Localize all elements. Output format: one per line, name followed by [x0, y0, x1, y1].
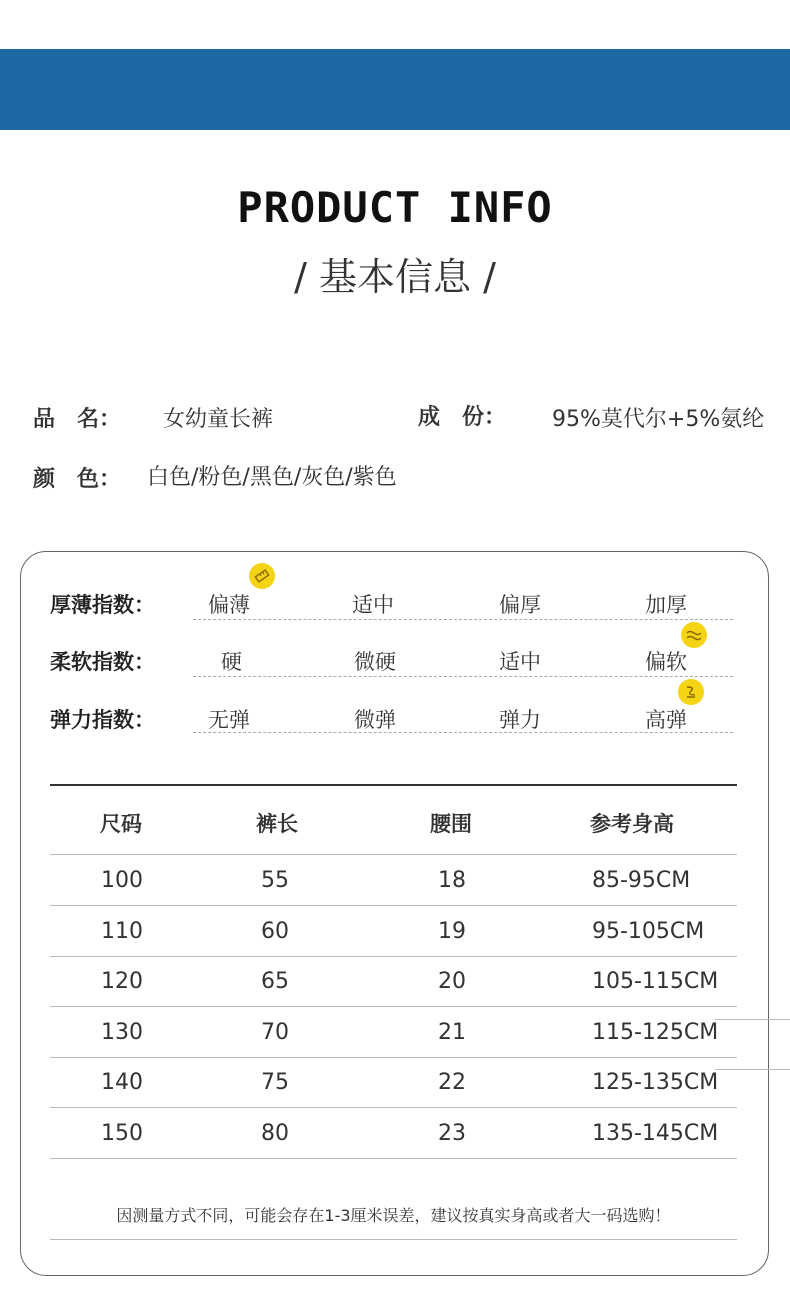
thickness-option: 适中	[352, 593, 394, 617]
elasticity-option: 无弹	[208, 708, 250, 732]
thickness-option: 加厚	[645, 593, 687, 617]
name-value: 女幼童长裤	[163, 407, 274, 432]
thickness-option: 偏薄	[208, 593, 250, 617]
softness-option: 偏软	[645, 650, 687, 674]
title-english: PRODUCT INFO	[237, 183, 553, 232]
table-row-divider	[50, 854, 737, 855]
table-cell: 105-115CM	[592, 969, 719, 994]
table-cell: 22	[438, 1070, 466, 1095]
material-value: 95%莫代尔+5%氨纶	[552, 407, 765, 432]
table-row-divider	[50, 956, 737, 957]
elasticity-option: 高弹	[645, 708, 687, 732]
elasticity-label: 弹力指数：	[50, 708, 155, 732]
table-cell: 135-145CM	[592, 1121, 719, 1146]
note-underline	[50, 1239, 737, 1240]
table-cell: 18	[438, 868, 466, 893]
table-row-divider	[50, 1158, 737, 1159]
ruler-icon	[249, 563, 275, 589]
table-cell: 20	[438, 969, 466, 994]
table-row-divider	[50, 1057, 737, 1058]
softness-option: 适中	[499, 650, 541, 674]
table-cell: 125-135CM	[592, 1070, 719, 1095]
softness-dashed-line	[193, 676, 733, 677]
table-cell: 115-125CM	[592, 1020, 719, 1045]
softness-label: 柔软指数：	[50, 650, 155, 674]
table-top-rule	[50, 784, 737, 786]
table-header-waist: 腰围	[430, 812, 472, 836]
table-cell: 21	[438, 1020, 466, 1045]
table-cell: 130	[101, 1020, 143, 1045]
material-label: 成 份：	[418, 405, 507, 430]
title-chinese: / 基本信息 /	[294, 255, 496, 299]
measurement-note: 因测量方式不同，可能会存在1-3厘米误差，建议按真实身高或者大一码选购！	[116, 1206, 671, 1225]
table-cell: 75	[261, 1070, 289, 1095]
table-cell: 19	[438, 919, 466, 944]
stray-line	[715, 1019, 790, 1020]
elasticity-dashed-line	[193, 732, 733, 733]
table-cell: 110	[101, 919, 143, 944]
color-value: 白色/粉色/黑色/灰色/紫色	[147, 465, 397, 490]
table-cell: 65	[261, 969, 289, 994]
table-cell: 120	[101, 969, 143, 994]
thickness-label: 厚薄指数：	[50, 593, 155, 617]
table-header-length: 裤长	[256, 812, 298, 836]
table-cell: 85-95CM	[592, 868, 691, 893]
name-label: 品 名：	[33, 407, 122, 432]
thickness-dashed-line	[193, 619, 733, 620]
table-cell: 70	[261, 1020, 289, 1045]
table-cell: 150	[101, 1121, 143, 1146]
softness-option: 硬	[221, 650, 242, 674]
table-header-size: 尺码	[100, 812, 142, 836]
table-row-divider	[50, 1107, 737, 1108]
top-color-band	[0, 49, 790, 130]
thickness-option: 偏厚	[499, 593, 541, 617]
table-cell: 95-105CM	[592, 919, 705, 944]
table-cell: 55	[261, 868, 289, 893]
softness-option: 微硬	[354, 650, 396, 674]
table-cell: 60	[261, 919, 289, 944]
table-cell: 100	[101, 868, 143, 893]
table-row-divider	[50, 905, 737, 906]
table-cell: 140	[101, 1070, 143, 1095]
spring-icon	[678, 679, 704, 705]
elasticity-option: 微弹	[354, 708, 396, 732]
table-cell: 23	[438, 1121, 466, 1146]
wave-icon	[681, 622, 707, 648]
stray-line	[715, 1069, 790, 1070]
table-header-height: 参考身高	[590, 812, 674, 836]
color-label: 颜 色：	[33, 467, 122, 492]
table-cell: 80	[261, 1121, 289, 1146]
elasticity-option: 弹力	[499, 708, 541, 732]
table-row-divider	[50, 1006, 737, 1007]
